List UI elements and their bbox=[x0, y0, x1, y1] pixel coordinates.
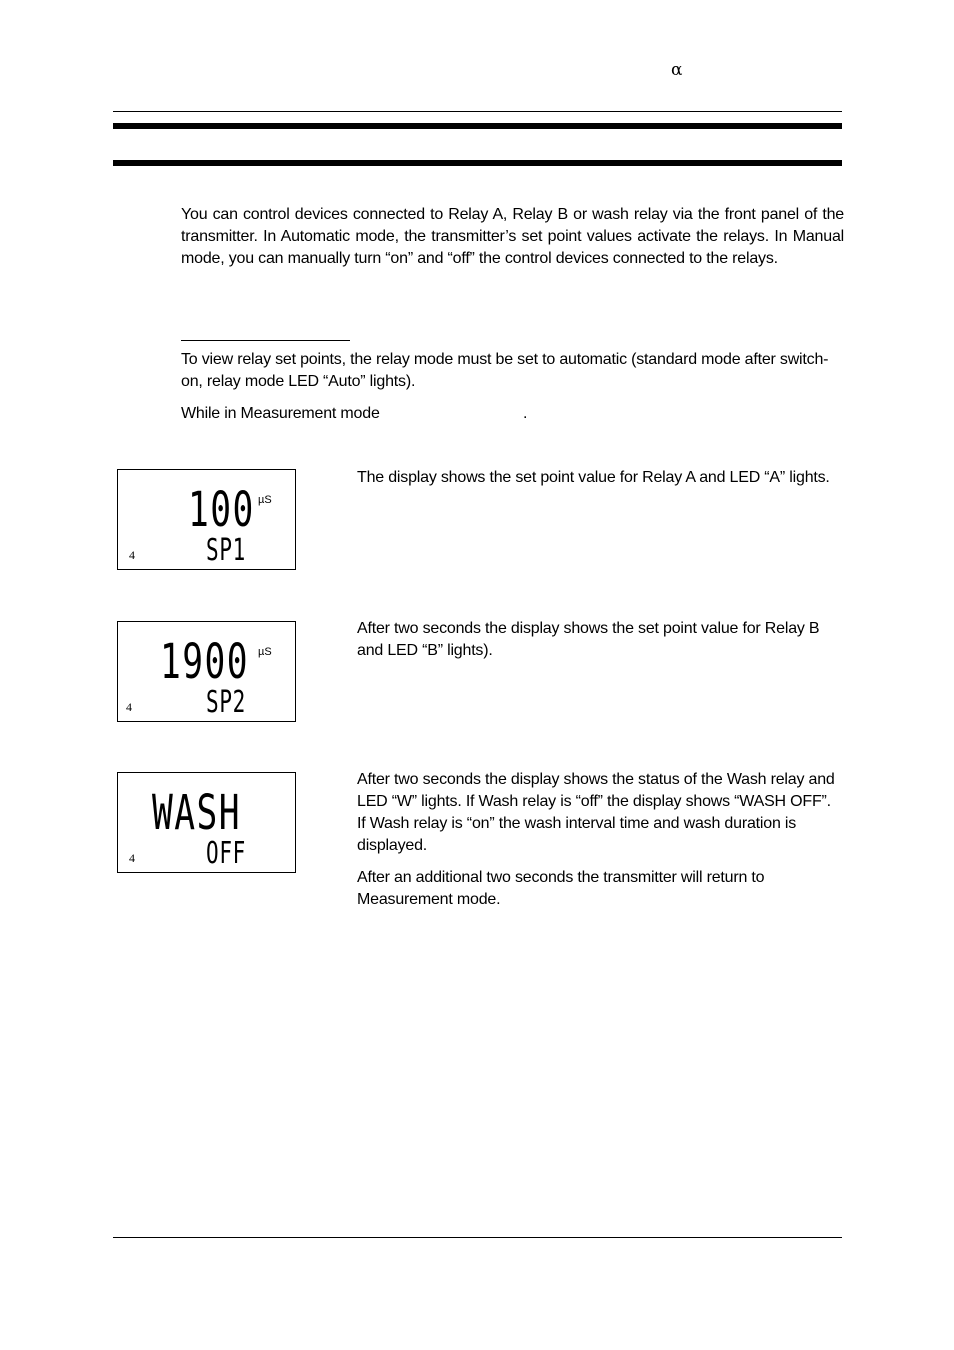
lcd-unit: µS bbox=[258, 646, 272, 658]
header-rule-thick-bottom bbox=[113, 160, 842, 166]
lcd-indicator-number: 4 bbox=[129, 851, 135, 865]
view-note-paragraph: To view relay set points, the relay mode must be set to automatic (standard mode after switch-on, relay mode LED “Auto” lights). bbox=[181, 351, 829, 390]
step-3-return-text: After an additional two seconds the transmitter will return to Measurement mode. bbox=[357, 869, 765, 908]
lcd-sub-label: OFF bbox=[206, 836, 247, 871]
lcd-display-wash bbox=[117, 772, 296, 873]
lcd-main-value: 1900 bbox=[160, 634, 249, 690]
lcd-display-relay-b bbox=[117, 621, 296, 722]
lcd-display-relay-a bbox=[117, 469, 296, 570]
lcd-main-value: WASH bbox=[152, 785, 241, 841]
step-3-text: After two seconds the display shows the status of the Wash relay and LED “W” lights. If Wash relay is “off” the display shows “WASH OFF”. If Wash relay is “on” the wash interval time and wash duration is displayed. bbox=[357, 771, 835, 854]
measurement-line bbox=[181, 403, 581, 425]
section-rule bbox=[181, 340, 350, 341]
step-1-text: The display shows the set point value for Relay A and LED “A” lights. bbox=[357, 469, 830, 486]
lcd-sub-label: SP1 bbox=[206, 533, 247, 568]
lcd-sub-label: SP2 bbox=[206, 685, 247, 720]
header-symbol: α bbox=[671, 60, 683, 80]
header-rule-thick-top bbox=[113, 123, 842, 129]
lcd-indicator-number: 4 bbox=[129, 548, 135, 562]
measurement-line-end: . bbox=[523, 405, 528, 422]
lcd-indicator-number: 4 bbox=[126, 700, 132, 714]
lcd-unit: µS bbox=[258, 494, 272, 506]
lcd-main-value: 100 bbox=[188, 482, 255, 538]
header-rule-thin bbox=[113, 111, 842, 112]
intro-paragraph: You can control devices connected to Relay A, Relay B or wash relay via the front panel of the transmitter. In Automatic mode, the transmitter’s set point values activate the relays. In Manual mode, you can manually turn “on” and “off” the control devices connected to the relays. bbox=[181, 206, 844, 267]
step-2-text: After two seconds the display shows the set point value for Relay B and LED “B” lights). bbox=[357, 620, 820, 659]
footer-rule bbox=[113, 1237, 842, 1238]
measurement-line-text: While in Measurement mode bbox=[181, 405, 380, 422]
